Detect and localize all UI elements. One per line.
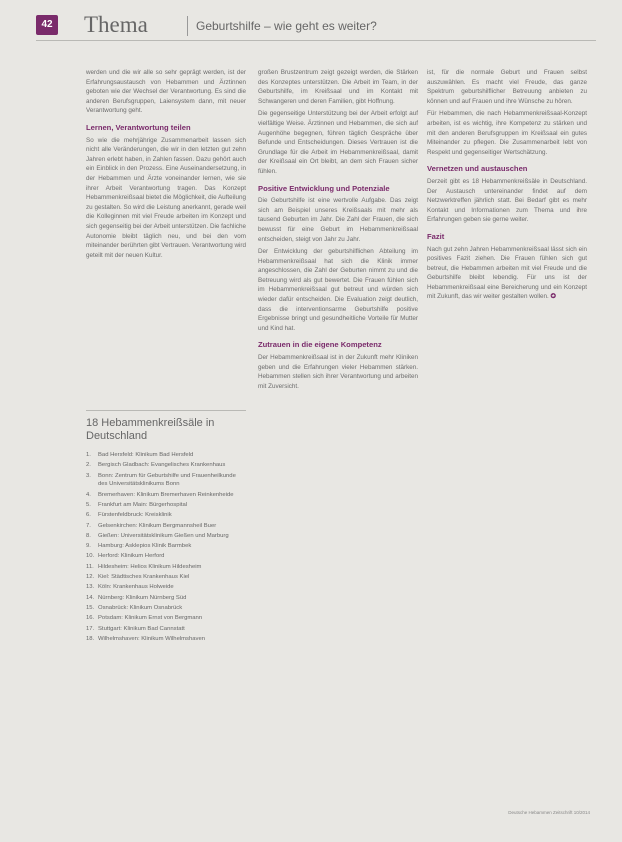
subheading: Zutrauen in die eigene Kompetenz	[258, 340, 382, 350]
list-item-number: 13.	[86, 584, 95, 591]
paragraph	[427, 245, 587, 303]
list-item-text: Nürnberg: Klinikum Nürnberg Süd	[98, 594, 187, 601]
clinic-list-item	[86, 594, 246, 603]
subheading: Lernen, Verantwortung teilen	[86, 122, 191, 132]
paragraph: Für Hebammen, die nach Hebammenkreißsaal-Konzept arbeiten, ist es wichtig, ihre Kompetenz zu stärken und mit den anderen Berufsgruppen im Kreißsaal ein gutes Miteinander zu pflegen. Die Zusammenarbeit lebt von Respekt und gegenseitiger Wertschätzung.	[427, 110, 587, 156]
list-item-number: 16.	[86, 615, 95, 622]
clinic-list-item	[86, 583, 246, 592]
list-item-number: 4.	[86, 491, 91, 498]
list-item-text: Frankfurt am Main: Bürgerhospital	[98, 501, 188, 508]
fazit-text: Nach gut zehn Jahren Hebammenkreißsaal lässt sich ein positives Fazit ziehen. Die Frauen fühlen sich gut betreut, die Hebammen arbeiten mit viel Freude und die Geburtshilfe bleibt lebendig. Für uns ist der Hebammenkreißsaal eine Bereicherung und ein Konzept mit Zukunft, das wir weiter gestalten wollen.	[427, 245, 587, 301]
paragraph: werden und die wir alle so sehr geprägt werden, ist der Erfahrungsaustausch von Hebammen und Ärztinnen geboten wie der Wechsel der Verantwortung. Es sind die anderen Berufsgruppen, Laiensystem dann, mit neuer Verantwortung geht.	[86, 69, 246, 115]
paragraph: Der Hebammenkreißsaal ist in der Zukunft mehr Kliniken geben und die Erfahrungen vieler Hebammen stärken. Hebammen stellen sich ihrer Verantwortung und arbeiten mit Zuversicht.	[258, 354, 418, 390]
paragraph: So wie die mehrjährige Zusammenarbeit lassen sich nicht alle Veränderungen, die wir in den letzten gut zehn Jahren erlebt haben, in Zahlen fassen. Dazu gehört auch ein Einblick in den Prozess. Eine Auseinandersetzung, in der Hebammen und Ärzte voneinander lernen, wie sie ihrer Arbeit Verantwortung tragen. Das Konzept Hebammenkreißsaal bietet die Möglichkeit, die Aufteilung zu gestalten. So wird die Leistung anerkannt, gerade weil die Kolleginnen mit viel Freude arbeiten im Konzept und sich gegenseitig bei der Arbeit unterstützen. Die fachliche Autonomie bleibt täglich neu, und bei den vom miteinander berührten gibt Vertrauen. Verantwortung wird geteilt mit der neuen Kultur.	[86, 136, 246, 259]
clinic-list-item	[86, 614, 246, 623]
list-item-number: 9.	[86, 543, 91, 550]
list-item-number: 7.	[86, 522, 91, 529]
list-item-text: Fürstenfeldbruck: Kreisklinik	[98, 512, 172, 519]
list-item-text: Gelsenkirchen: Klinikum Bergmannsheil Buer	[98, 522, 217, 529]
list-item-text: Köln: Krankenhaus Holweide	[98, 584, 174, 591]
list-item-text: Bonn: Zentrum für Geburtshilfe und Frauenheilkunde des Universitätsklinikums Bonn	[98, 472, 236, 488]
clinic-list-item	[86, 604, 246, 613]
clinic-list-item	[86, 501, 246, 510]
paragraph: großen Brustzentrum zeigt gezeigt werden, die Stärken des Konzeptes unterstützen. Die Arbeit im Team, in der Geburtshilfe, im Kreißsaal und im Kontakt mit Schwangeren und deren Familien, gibt Hoffnung.	[258, 69, 418, 105]
clinic-list-item	[86, 491, 246, 500]
clinic-list-item	[86, 542, 246, 551]
header-rule	[36, 40, 596, 41]
clinic-list-item	[86, 472, 246, 490]
clinic-list-box	[86, 410, 246, 765]
list-item-text: Potsdam: Klinikum Ernst von Bergmann	[98, 615, 203, 622]
list-item-text: Osnabrück: Klinikum Osnabrück	[98, 604, 183, 611]
clinic-list-item	[86, 532, 246, 541]
list-item-number: 1.	[86, 452, 91, 458]
list-item-number: 2.	[86, 462, 91, 469]
list-item-text: Herford: Klinikum Herford	[98, 553, 165, 560]
clinic-list	[86, 451, 246, 644]
list-item-text: Wilhelmshaven: Klinikum Wilhelmshaven	[98, 635, 206, 642]
list-item-number: 6.	[86, 512, 91, 519]
list-item-text: Kiel: Städtisches Krankenhaus Kiel	[98, 574, 190, 581]
clinic-list-item	[86, 635, 246, 644]
list-item-text: Hildesheim: Helios Klinikum Hildesheim	[98, 563, 202, 570]
clinic-list-item	[86, 511, 246, 520]
text-column-1	[86, 68, 246, 263]
clinic-list-item	[86, 573, 246, 582]
clinic-list-item	[86, 451, 246, 460]
list-item-number: 10.	[86, 553, 95, 560]
list-item-text: Bremerhaven: Klinikum Bremerhaven Reinkenheide	[98, 491, 234, 498]
end-mark-icon: ✪	[550, 293, 556, 301]
list-item-number: 18.	[86, 635, 95, 642]
subheading: Vernetzen und austauschen	[427, 164, 528, 174]
clinic-list-item	[86, 625, 246, 634]
list-item-text: Bergisch Gladbach: Evangelisches Krankenhaus	[98, 462, 226, 469]
list-item-number: 8.	[86, 532, 91, 539]
clinic-list-item	[86, 461, 246, 470]
subheading: Positive Entwicklung und Potenziale	[258, 183, 390, 193]
page-number-badge: 42	[36, 15, 58, 35]
list-item-number: 17.	[86, 625, 95, 632]
list-item-text: Bad Hersfeld: Klinikum Bad Hersfeld	[98, 452, 194, 458]
list-item-number: 3.	[86, 472, 91, 479]
paragraph: Der Entwicklung der geburtshilflichen Abteilung im Hebammenkreißsaal hat sich die Klinik immer angeschlossen, die Zahl der Geburten nimmt zu und die Betreuung wird als gut bewertet. Die Frauen fühlen sich im Hebammenkreißsaal gut betreut und würden sich wieder dafür entscheiden. Die Evaluation zeigt deutlich, dass die interventionsarme Geburtshilfe positive Ergebnisse bringt und gesundheitliche Vorteile für Mutter und Kind hat.	[258, 248, 418, 332]
article-title: Geburtshilfe – wie geht es weiter?	[196, 19, 377, 33]
subheading: Fazit	[427, 231, 445, 241]
list-item-text: Stuttgart: Klinikum Bad Cannstatt	[98, 625, 185, 632]
page-header	[36, 12, 596, 40]
paragraph: Derzeit gibt es 18 Hebammenkreißsäle in Deutschland. Der Austausch untereinander findet auf dem Netzwerktreffen jährlich statt. Bei Bedarf gibt es mehr Kontakt und Informationen zum Thema und ihre Erfahrungen geben sie gerne weiter.	[427, 177, 587, 224]
list-item-number: 11.	[86, 563, 94, 570]
list-item-number: 15.	[86, 604, 95, 611]
paragraph: Die Geburtshilfe ist eine wertvolle Aufgabe. Das zeigt sich am Beispiel unseres Kreißsaals mit mehr als tausend Geburten im Jahr. Die Zahl der Frauen, die sich bewusst für eine Geburt im Hebammenkreißsaal entscheiden, steigt von Jahr zu Jahr.	[258, 197, 418, 243]
box-title: 18 Hebammenkreißsäle in Deutschland	[86, 410, 246, 443]
list-item-text: Gießen: Universitätsklinikum Gießen und Marburg	[98, 532, 229, 539]
clinic-list-item	[86, 552, 246, 561]
page-footer: Deutsche Hebammen Zeitschrift 10/2014	[508, 810, 590, 815]
text-column-2	[258, 68, 418, 394]
list-item-number: 5.	[86, 501, 91, 508]
paragraph: Die gegenseitige Unterstützung bei der Arbeit erfolgt auf vielfältige Weise. Ärztinnen und Hebammen, die sich auf Augenhöhe begegnen, führen täglich Gespräche über Befunde und Entscheidungen. Dieses Vertrauen ist die Grundlage für die Arbeit im Hebammenkreißsaal, damit der Kreißsaal ein Ort bleibt, an dem sich Frauen sicher fühlen.	[258, 110, 418, 175]
clinic-list-item	[86, 563, 246, 572]
section-label: Thema	[84, 12, 148, 37]
list-item-number: 14.	[86, 594, 95, 601]
clinic-list-item	[86, 522, 246, 531]
paragraph: ist, für die normale Geburt und Frauen selbst auszuwählen. Es macht viel Freude, das ganze Spektrum geburtshilflicher Betreuung anbieten zu können und auf Frauen und ihre Wünsche zu hören.	[427, 69, 587, 105]
list-item-text: Hamburg: Asklepios Klinik Barmbek	[98, 543, 192, 550]
header-divider	[187, 16, 188, 36]
text-column-3	[427, 68, 587, 305]
list-item-number: 12.	[86, 574, 95, 581]
